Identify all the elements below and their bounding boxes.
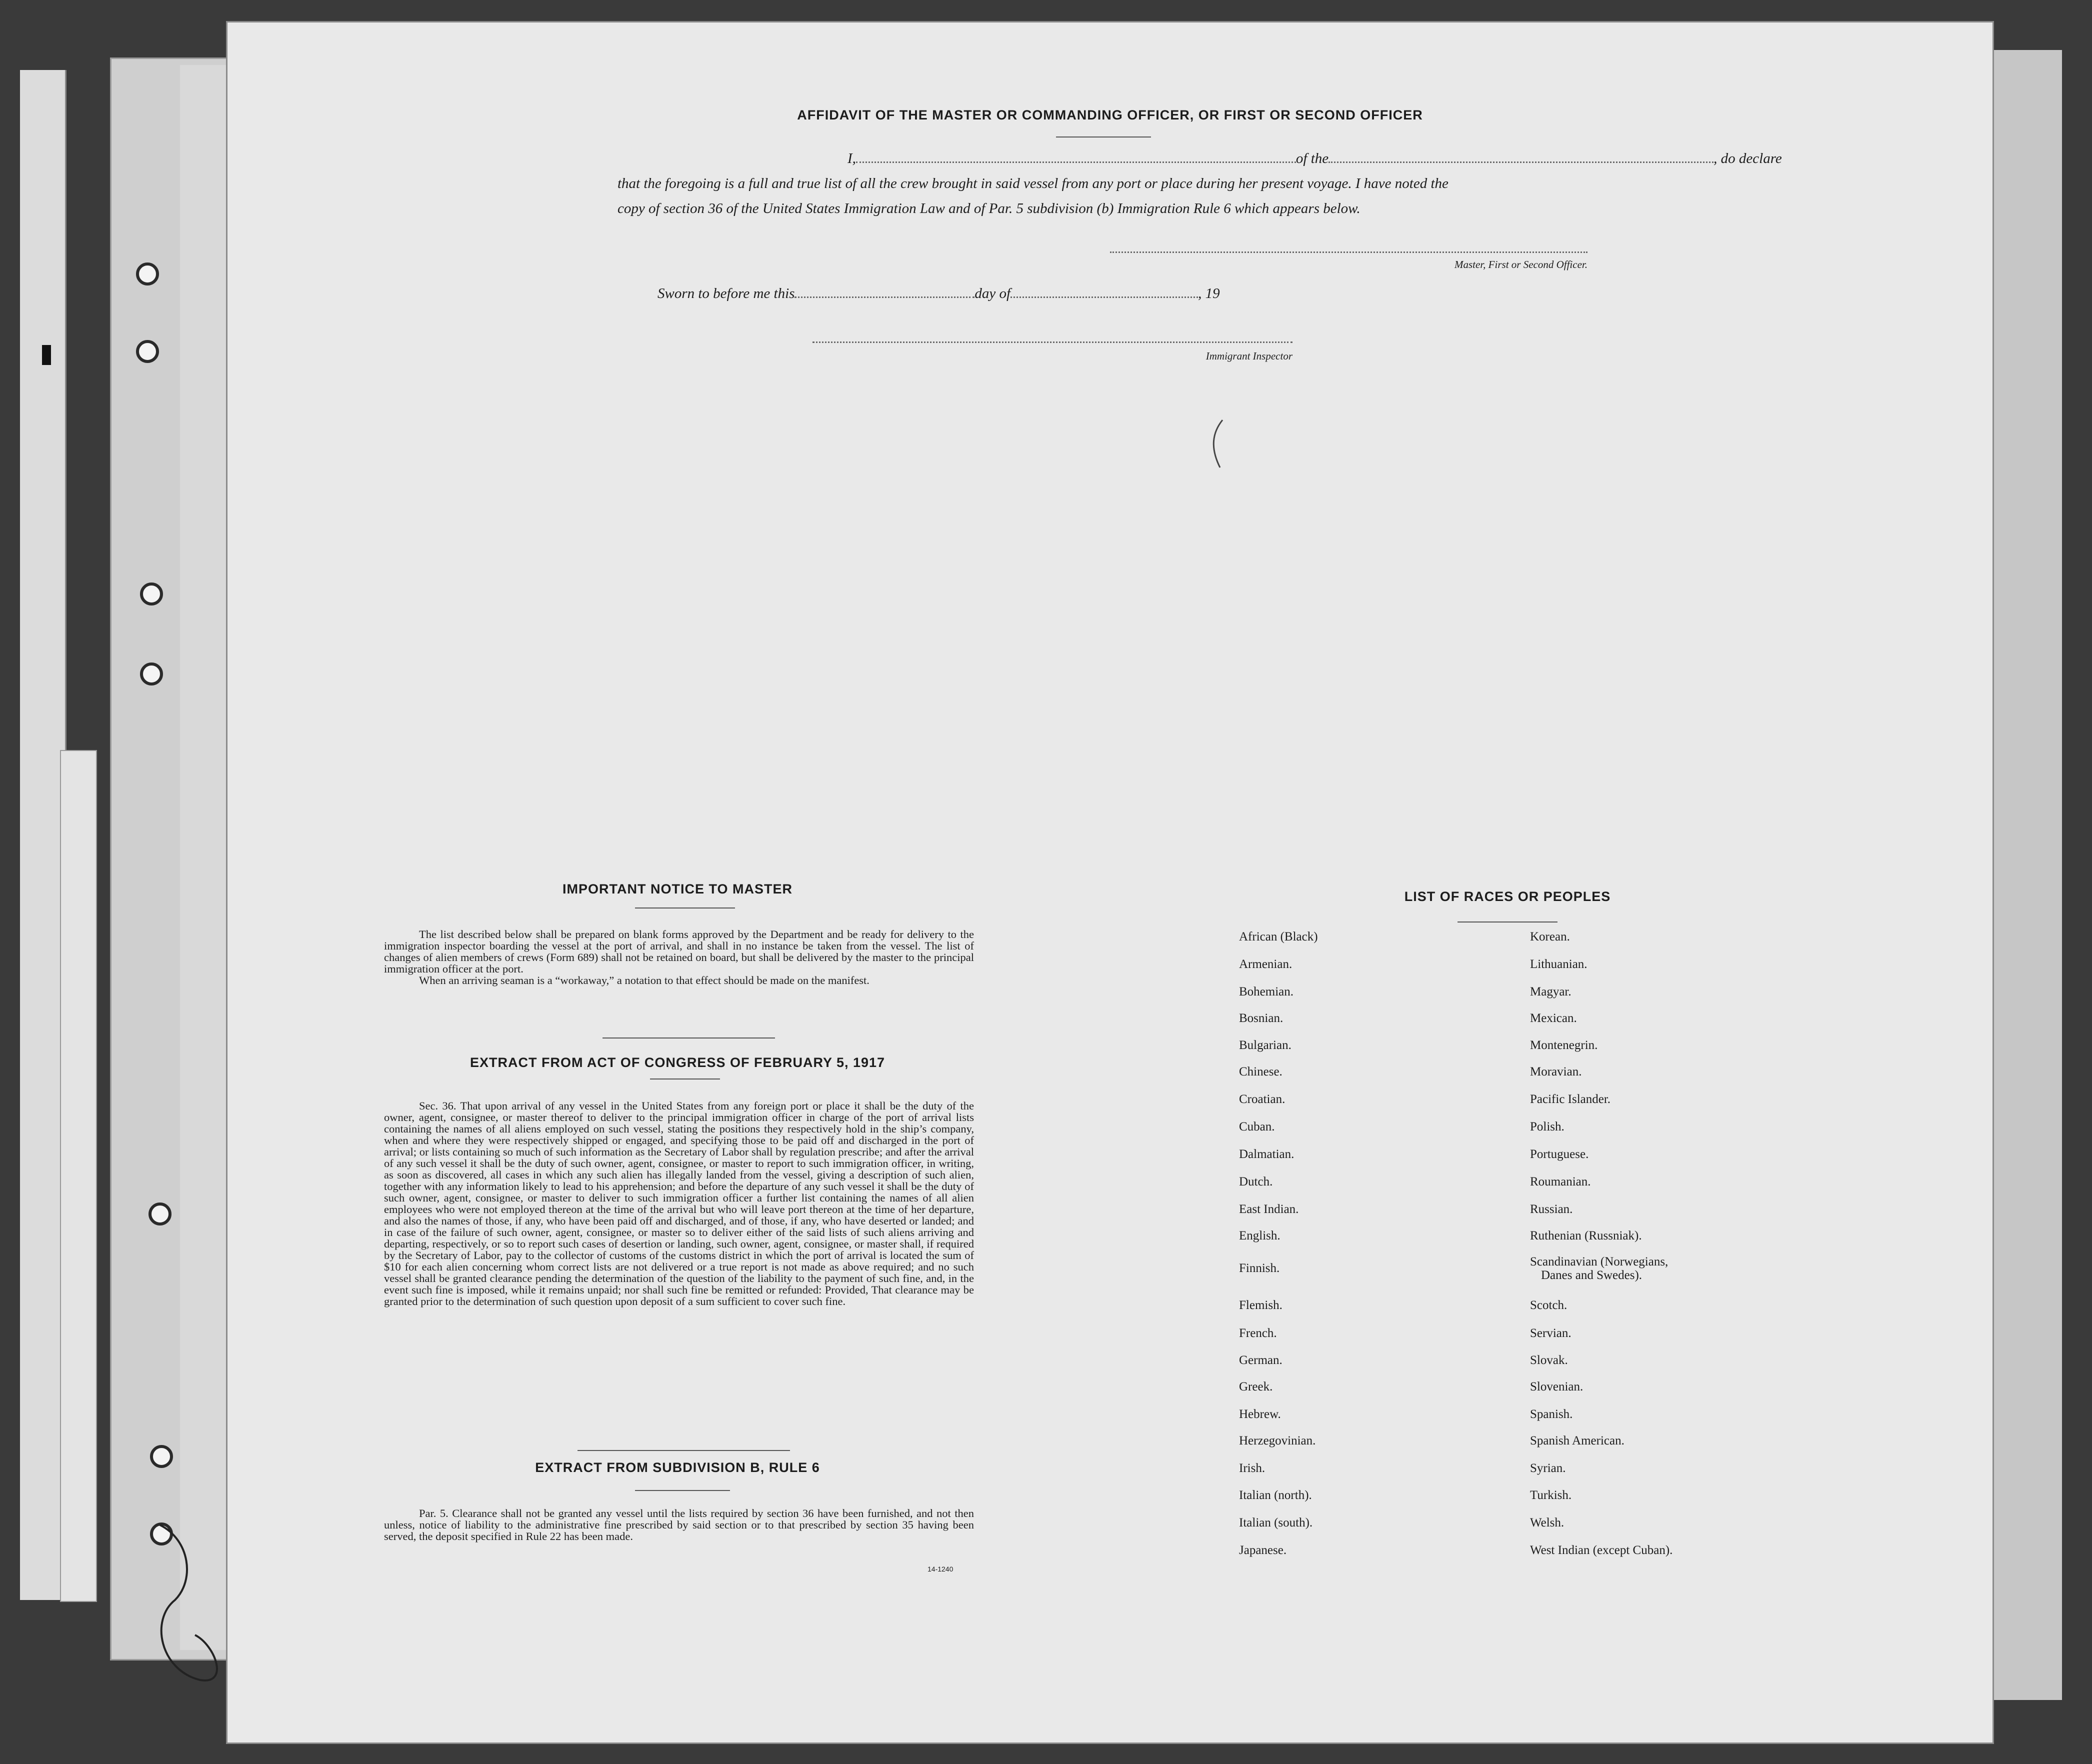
- race-item: Korean.: [1530, 930, 1570, 944]
- document-page: [228, 22, 1992, 1742]
- race-item: Danes and Swedes).: [1541, 1268, 1642, 1282]
- race-item: Polish.: [1530, 1120, 1564, 1134]
- race-item: Italian (north).: [1239, 1488, 1312, 1502]
- race-item: Turkish.: [1530, 1488, 1572, 1502]
- race-item: Montenegrin.: [1530, 1038, 1598, 1052]
- race-item: Bosnian.: [1239, 1012, 1284, 1025]
- extract-act-body: [384, 1100, 974, 1307]
- race-item: Lithuanian.: [1530, 958, 1588, 971]
- punch-hole-icon: [140, 582, 163, 606]
- race-item: Magyar.: [1530, 985, 1572, 998]
- race-item: Slovenian.: [1530, 1380, 1584, 1394]
- inspector-caption: Immigrant Inspector: [1206, 350, 1292, 362]
- race-item: English.: [1239, 1229, 1280, 1242]
- race-item: Flemish.: [1239, 1298, 1282, 1312]
- race-item: West Indian (except Cuban).: [1530, 1544, 1673, 1557]
- race-item: Chinese.: [1239, 1065, 1282, 1078]
- extract-act-title: EXTRACT FROM ACT OF CONGRESS OF FEBRUARY 5, 1917: [470, 1055, 886, 1070]
- race-item: French.: [1239, 1326, 1277, 1340]
- race-item: Scandinavian (Norwegians,: [1530, 1255, 1668, 1268]
- section-36-text: Sec. 36. That upon arrival of any vessel in the United States from any foreign port or place it shall be the duty of the owner, agent, consignee, or master thereof to deliver to the principal immigration officer in charge of the port of arrival lists containing the names of all aliens employed on such vessel, stating the positions they respectively hold in the ship’s company, when and where they were respectively shipped or engaged, and specifying those to be paid off and discharged in the port of arrival; or lists containing so much of such information as the Secretary of Labor shall by regulation prescribe; and after the arrival of any such vessel it shall be the duty of such owner, agent, consignee, or master to report to such immigration officer, in writing, as soon as discovered, all cases in which any such alien has illegally landed from the vessel, giving a description of such alien, together with any information likely to lead to his apprehension; and before the departure of any such vessel it shall be the duty of such owner, agent, consignee, or master to deliver to such immigration officer a further list containing the names of all alien employees who were not employed thereon at the time of the arrival but who will leave port thereon at the time of her departure, and also the names of those, if any, who have been paid off and discharged, and of those, if any, who have deserted or landed; and in case of the failure of such owner, agent, consignee, or master so to deliver either of the said lists of such aliens arriving and departing, respectively, or so to report such cases of desertion or landing, such owner, agent, consignee, or master shall, if required by the Secretary of Labor, pay to the collector of customs of the customs district in which the port of arrival is located the sum of $10 for each alien concerning whom correct lists are not delivered or a true report is not made as above required; and no such vessel shall be granted clearance pending the determination of the question of the liability to the payment of such fine, and, in the event such fine is imposed, while it remains unpaid; nor shall such fine be remitted or refunded: Provided, That clearance may be granted prior to the determination of such question upon deposit of a sum sufficient to cover such fine.: [384, 1100, 974, 1308]
- race-item: Croatian.: [1239, 1092, 1286, 1106]
- race-item: Mexican.: [1530, 1012, 1577, 1025]
- sworn-mid: day of: [974, 286, 1011, 302]
- binding-tab: [42, 345, 51, 365]
- sworn-end: , 19: [1198, 286, 1220, 302]
- handwritten-loop-icon: [140, 1520, 240, 1700]
- race-item: Servian.: [1530, 1326, 1572, 1340]
- day-blank: [794, 296, 974, 298]
- affidavit-line1-start: I,: [848, 150, 856, 166]
- races-column-left: [1239, 22, 1519, 1742]
- divider: [650, 1078, 720, 1080]
- binding-strip-lower: [60, 750, 97, 1602]
- race-item: Welsh.: [1530, 1516, 1564, 1530]
- month-blank: [1010, 296, 1198, 298]
- affidavit-title: AFFIDAVIT OF THE MASTER OR COMMANDING OFFICER, OR FIRST OR SECOND OFFICER: [797, 108, 1423, 122]
- race-item: Greek.: [1239, 1380, 1273, 1394]
- affidavit-line-3: copy of section 36 of the United States Immigration Law and of Par. 5 subdivision (b) Immigration Rule 6 which appears below.: [618, 200, 1360, 216]
- punch-hole-icon: [136, 262, 159, 286]
- race-item: Slovak.: [1530, 1354, 1568, 1367]
- form-number: 14-1240: [928, 1565, 954, 1573]
- extract-rule-title: EXTRACT FROM SUBDIVISION B, RULE 6: [535, 1460, 820, 1475]
- race-item: Irish.: [1239, 1462, 1266, 1475]
- race-item: African (Black): [1239, 930, 1318, 944]
- race-item: Portuguese.: [1530, 1148, 1589, 1161]
- race-item: Spanish American.: [1530, 1434, 1624, 1448]
- punch-hole-icon: [148, 1202, 172, 1226]
- race-item: Syrian.: [1530, 1462, 1566, 1475]
- notice-title: IMPORTANT NOTICE TO MASTER: [562, 882, 792, 896]
- race-item: Moravian.: [1530, 1065, 1582, 1078]
- divider: [635, 1490, 730, 1491]
- notice-paragraph-1: The list described below shall be prepared on blank forms approved by the Department and be ready for delivery to the immigration inspector boarding the vessel at the port of arrival, and shall in no instance be taken from the vessel. The list of changes of alien members of crews (Form 689) shall not be retained on board, but shall be delivered by the master to the principal immigration officer at the port.: [384, 928, 974, 975]
- notice-body: [384, 928, 974, 986]
- race-item: Russian.: [1530, 1202, 1573, 1216]
- race-item: Ruthenian (Russniak).: [1530, 1229, 1642, 1242]
- race-item: Armenian.: [1239, 958, 1292, 971]
- sworn-line: [658, 282, 1220, 304]
- divider: [578, 1450, 790, 1451]
- race-item: Cuban.: [1239, 1120, 1275, 1134]
- punch-hole-icon: [140, 662, 163, 686]
- name-blank: [856, 162, 1296, 163]
- affidavit-line-2: that the foregoing is a full and true list of all the crew brought in said vessel from any port or place during her present voyage. I have noted the: [618, 176, 1448, 192]
- race-item: Japanese.: [1239, 1544, 1287, 1557]
- race-item: Bohemian.: [1239, 985, 1294, 998]
- pencil-mark-icon: [1208, 418, 1228, 472]
- race-item: Dalmatian.: [1239, 1148, 1294, 1161]
- par-5-text: Par. 5. Clearance shall not be granted any vessel until the lists required by section 36 have been furnished, and not then unless, notice of liability to the administrative fine prescribed by said section or to that prescribed by section 35 having been served, the deposit specified in Rule 22 has been made.: [384, 1507, 974, 1542]
- race-item: Italian (south).: [1239, 1516, 1313, 1530]
- race-item: German.: [1239, 1354, 1282, 1367]
- punch-hole-icon: [136, 340, 159, 363]
- race-item: Pacific Islander.: [1530, 1092, 1611, 1106]
- race-item: Dutch.: [1239, 1175, 1273, 1188]
- races-column-right: [1530, 22, 1810, 1742]
- race-item: Bulgarian.: [1239, 1038, 1292, 1052]
- divider: [1056, 136, 1151, 138]
- race-item: Herzegovinian.: [1239, 1434, 1316, 1448]
- sworn-start: Sworn to before me this: [658, 286, 795, 302]
- race-item: Hebrew.: [1239, 1408, 1281, 1421]
- signature-caption: Master, First or Second Officer.: [1454, 258, 1588, 270]
- affidavit-line1-mid: of the: [1296, 150, 1329, 166]
- punch-hole-icon: [150, 1445, 173, 1468]
- extract-rule-body: [384, 1508, 974, 1542]
- race-item: East Indian.: [1239, 1202, 1299, 1216]
- notice-paragraph-2: When an arriving seaman is a “workaway,” a notation to that effect should be made on the manifest.: [419, 974, 870, 986]
- races-title: LIST OF RACES OR PEOPLES: [1404, 889, 1611, 904]
- race-item: Finnish.: [1239, 1262, 1280, 1275]
- race-item: Scotch.: [1530, 1298, 1568, 1312]
- affidavit-line1-end: , do declare: [1714, 150, 1782, 166]
- race-item: Roumanian.: [1530, 1175, 1591, 1188]
- inspector-signature-line: [812, 342, 1292, 343]
- race-item: Spanish.: [1530, 1408, 1573, 1421]
